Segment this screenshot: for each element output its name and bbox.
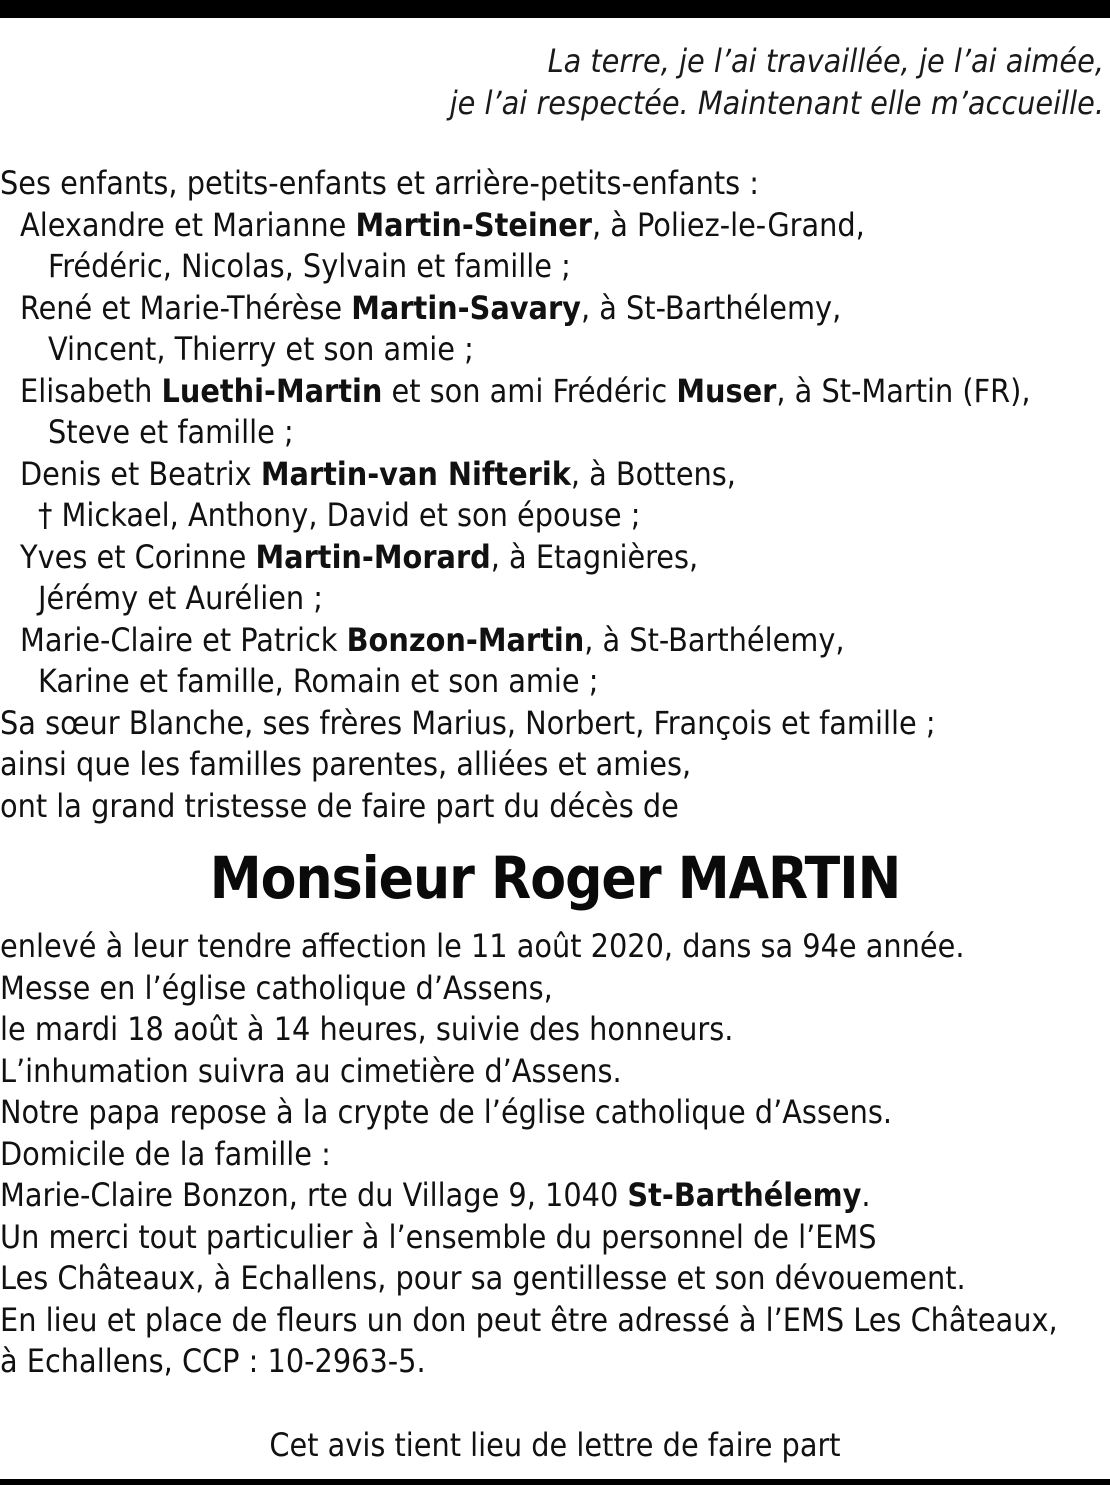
family-entry-1-children: Frédéric, Nicolas, Sylvain et famille ; [48,247,571,285]
epigraph-line-1: La terre, je l’ai travaillée, je l’ai aimée, [547,42,1104,80]
epigraph-quote [450,40,1104,124]
family-entry-2-children: Vincent, Thierry et son amie ; [48,330,474,368]
family-surname: Martin-van Nifterik [260,454,571,493]
rest-info: Notre papa repose à la crypte de l’église catholique d’Assens. [0,1093,893,1131]
family-surname: Martin-Savary [351,288,581,327]
family-entry-5 [0,537,1108,579]
family-surname: Bonzon-Martin [346,620,585,659]
family-surname: Luethi-Martin [161,371,383,410]
family-entry-location: , à St-Martin (FR), [776,371,1031,410]
donation-line-1: En lieu et place de fleurs un don peut être adressé à l’EMS Les Châteaux, [0,1300,1058,1339]
donation-line-2: à Echallens, CCP : 10-2963-5. [0,1342,426,1380]
footer-note: Cet avis tient lieu de lettre de faire part [269,1426,841,1464]
family-entry-2 [0,288,1108,330]
family-address [0,1175,1108,1217]
address-street: Marie-Claire Bonzon, rte du Village 9, 1040 [0,1176,628,1214]
family-entry-location: , à St-Barthélemy, [584,620,845,659]
epigraph-line-2: je l’ai respectée. Maintenant elle m’accueille. [449,84,1104,122]
top-border-rule [0,0,1110,18]
family-entry-location: , à Poliez-le-Grand, [591,205,865,244]
family-siblings: Sa sœur Blanche, ses frères Marius, Norbert, François et famille ; [0,703,936,742]
family-list [0,163,1108,827]
family-surname: Martin-Steiner [355,205,592,244]
family-announcement: ont la grand tristesse de faire part du décès de [0,786,679,825]
address-city: St-Barthélemy [627,1176,862,1214]
family-entry-5-children: Jérémy et Aurélien ; [38,579,323,617]
thanks-line-1: Un merci tout particulier à l’ensemble du personnel de l’EMS [0,1217,877,1256]
family-entry-3-children: Steve et famille ; [48,413,294,451]
family-entry-3 [0,371,1108,413]
bottom-border-rule [0,1479,1110,1485]
funeral-details [0,926,1108,1383]
family-entry-names: Denis et Beatrix [20,454,261,493]
family-entry-names: Marie-Claire et Patrick [20,620,347,659]
mass-info-line-1: Messe en l’église catholique d’Assens, [0,968,553,1007]
domicile-label: Domicile de la famille : [0,1134,331,1173]
family-entry-names: Alexandre et Marianne [20,205,356,244]
family-intro: Ses enfants, petits-enfants et arrière-petits-enfants : [0,164,759,202]
family-entry-names: Yves et Corinne [20,537,256,576]
address-end: . [861,1176,871,1214]
burial-info: L’inhumation suivra au cimetière d’Assens. [0,1051,622,1090]
family-entry-6-children: Karine et famille, Romain et son amie ; [38,662,599,700]
family-entry-1 [0,205,1108,247]
family-entry-location: , à Bottens, [570,454,736,493]
family-entry-6 [0,620,1108,662]
family-relatives: ainsi que les familles parentes, alliées et amies, [0,745,692,783]
family-entry-4-children: † Mickael, Anthony, David et son épouse ; [38,496,641,534]
family-surname-2: Muser [676,371,777,410]
family-entry-names: René et Marie-Thérèse [20,288,352,327]
family-entry-names: Elisabeth [20,371,162,410]
deceased-name-heading: Monsieur Roger MARTIN [209,844,901,912]
family-entry-location: , à Etagnières, [490,537,699,576]
family-entry-middle: et son ami Frédéric [382,371,677,410]
family-surname: Martin-Morard [255,537,491,576]
death-notice: enlevé à leur tendre affection le 11 août 2020, dans sa 94e année. [0,927,965,965]
family-entry-4 [0,454,1108,496]
mass-info-line-2: le mardi 18 août à 14 heures, suivie des honneurs. [0,1010,734,1048]
thanks-line-2: Les Châteaux, à Echallens, pour sa gentillesse et son dévouement. [0,1259,966,1297]
family-entry-location: , à St-Barthélemy, [580,288,842,327]
